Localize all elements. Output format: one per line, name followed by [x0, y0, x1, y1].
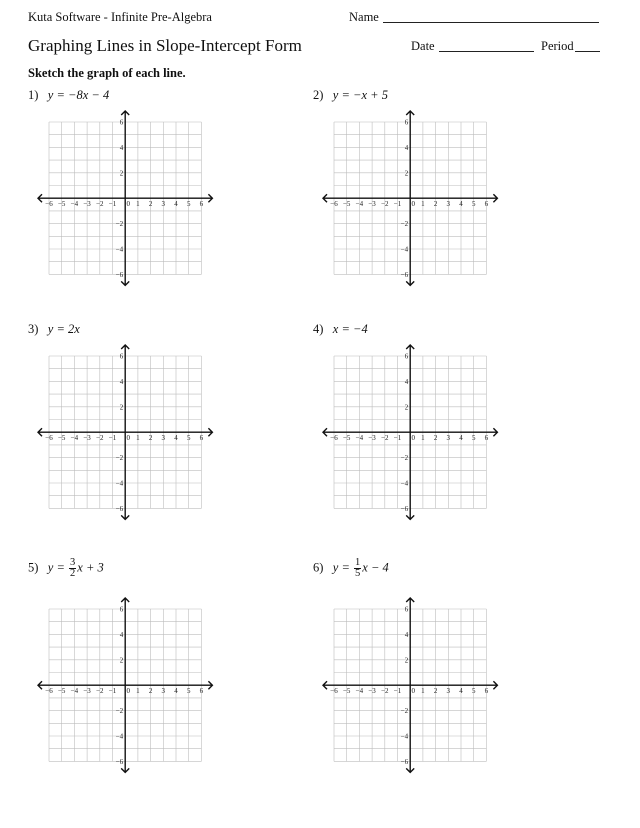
x-tick-label: 4	[174, 433, 178, 442]
y-tick-label: −4	[115, 732, 123, 741]
x-tick-label: −4	[355, 433, 363, 442]
x-tick-label: 5	[186, 199, 191, 208]
x-tick-label: −2	[95, 686, 104, 695]
y-tick-label: 4	[119, 143, 123, 152]
y-tick-label: 2	[404, 403, 408, 412]
x-tick-label: 6	[199, 433, 203, 442]
y-tick-label: −6	[400, 757, 408, 766]
instructions: Sketch the graph of each line.	[28, 66, 186, 80]
equation-prefix: y =	[47, 560, 65, 575]
x-tick-label: −3	[83, 199, 91, 208]
x-tick-label: −4	[355, 686, 363, 695]
x-tick-label: −2	[380, 686, 389, 695]
y-tick-label: −4	[400, 245, 408, 254]
x-tick-label: 5	[471, 433, 476, 442]
y-tick-label: 4	[119, 377, 123, 386]
x-tick-label: 1	[420, 199, 425, 208]
name-label: Name	[349, 10, 379, 24]
x-tick-label: −1	[108, 686, 117, 695]
x-tick-label: 4	[459, 686, 463, 695]
x-tick-label: 3	[446, 199, 450, 208]
y-tick-label: 6	[404, 352, 408, 361]
x-tick-label: 3	[446, 433, 450, 442]
fraction	[354, 558, 361, 579]
x-tick-label: −4	[355, 199, 363, 208]
x-tick-label: −2	[380, 433, 389, 442]
y-tick-label: −2	[400, 453, 408, 462]
x-tick-label: 5	[471, 199, 476, 208]
x-tick-label: −6	[45, 686, 53, 695]
problem-5-label	[28, 558, 104, 579]
problem-number: 1)	[28, 88, 39, 102]
date-field[interactable]	[439, 51, 534, 52]
x-tick-label: 1	[135, 686, 140, 695]
x-tick-label: −1	[108, 199, 117, 208]
software-name: Kuta Software - Infinite Pre-Algebra	[28, 10, 212, 24]
problem-equation: x = −4	[332, 322, 368, 336]
period-label: Period	[541, 39, 574, 53]
fraction-numerator: 3	[70, 557, 76, 568]
x-tick-label: 4	[459, 199, 463, 208]
x-tick-label: −2	[95, 199, 104, 208]
y-tick-label: −4	[115, 479, 123, 488]
x-tick-label: −1	[393, 433, 402, 442]
x-tick-label: 0	[126, 433, 130, 442]
period-field[interactable]	[575, 51, 600, 52]
x-tick-label: 2	[148, 433, 153, 442]
x-tick-label: 0	[126, 686, 130, 695]
y-tick-label: 6	[119, 118, 123, 127]
y-tick-label: −6	[115, 270, 123, 279]
x-tick-label: −3	[368, 433, 376, 442]
x-tick-label: 2	[148, 686, 153, 695]
coordinate-grid-4[interactable]	[319, 341, 501, 523]
x-tick-label: −2	[95, 433, 104, 442]
worksheet-title: Graphing Lines in Slope-Intercept Form	[28, 36, 302, 55]
fraction-denominator: 5	[355, 568, 361, 579]
x-tick-label: 3	[161, 199, 165, 208]
problem-number: 5)	[28, 560, 39, 575]
x-tick-label: 4	[174, 686, 178, 695]
y-tick-label: −4	[400, 732, 408, 741]
y-tick-label: 6	[119, 352, 123, 361]
x-tick-label: 2	[433, 199, 438, 208]
x-tick-label: 3	[446, 686, 450, 695]
x-tick-label: −6	[45, 433, 53, 442]
x-tick-label: 3	[161, 686, 165, 695]
x-tick-label: 6	[199, 199, 203, 208]
x-tick-label: −3	[368, 199, 376, 208]
coordinate-grid-3[interactable]	[34, 341, 216, 523]
problem-equation: y = −x + 5	[332, 88, 388, 102]
problem-equation: y = −8x − 4	[47, 88, 110, 102]
coordinate-grid-2[interactable]	[319, 107, 501, 289]
y-tick-label: −2	[115, 219, 123, 228]
problem-number: 4)	[313, 322, 324, 336]
y-tick-label: −6	[115, 757, 123, 766]
x-tick-label: 6	[484, 686, 488, 695]
y-tick-label: −2	[115, 706, 123, 715]
x-tick-label: −3	[83, 433, 91, 442]
x-tick-label: −5	[57, 199, 66, 208]
x-tick-label: −6	[45, 199, 53, 208]
x-tick-label: 0	[411, 433, 415, 442]
x-tick-label: −5	[57, 686, 66, 695]
fraction-denominator: 2	[70, 568, 76, 579]
x-tick-label: 1	[135, 199, 140, 208]
x-tick-label: 0	[411, 199, 415, 208]
x-tick-label: −5	[342, 199, 351, 208]
fraction-numerator: 1	[355, 557, 361, 568]
x-tick-label: 4	[174, 199, 178, 208]
y-tick-label: −6	[115, 504, 123, 513]
name-field[interactable]	[383, 22, 599, 23]
y-tick-label: 4	[404, 143, 408, 152]
x-tick-label: 6	[484, 199, 488, 208]
problem-6-label	[313, 558, 389, 579]
x-tick-label: 1	[420, 433, 425, 442]
x-tick-label: −5	[342, 433, 351, 442]
x-tick-label: −2	[380, 199, 389, 208]
equation-suffix: x + 3	[77, 560, 104, 575]
x-tick-label: −5	[342, 686, 351, 695]
y-tick-label: −6	[400, 270, 408, 279]
problem-3-label	[28, 322, 80, 337]
x-tick-label: 1	[135, 433, 140, 442]
x-tick-label: −4	[70, 199, 78, 208]
problem-2-label	[313, 88, 388, 103]
x-tick-label: 2	[148, 199, 153, 208]
x-tick-label: −6	[330, 199, 338, 208]
x-tick-label: 0	[126, 199, 130, 208]
y-tick-label: −6	[400, 504, 408, 513]
y-tick-label: 4	[404, 630, 408, 639]
x-tick-label: 1	[420, 686, 425, 695]
y-tick-label: 2	[404, 169, 408, 178]
x-tick-label: 2	[433, 686, 438, 695]
x-tick-label: −1	[393, 199, 402, 208]
equation-suffix: x − 4	[362, 560, 389, 575]
x-tick-label: 6	[199, 686, 203, 695]
y-tick-label: −2	[115, 453, 123, 462]
y-tick-label: −4	[400, 479, 408, 488]
y-tick-label: 4	[119, 630, 123, 639]
x-tick-label: 3	[161, 433, 165, 442]
coordinate-grid-6[interactable]	[319, 594, 501, 776]
x-tick-label: −4	[70, 433, 78, 442]
x-tick-label: −1	[108, 433, 117, 442]
coordinate-grid-1[interactable]	[34, 107, 216, 289]
fraction	[69, 558, 76, 579]
problem-1-label	[28, 88, 109, 103]
y-tick-label: −2	[400, 706, 408, 715]
x-tick-label: 0	[411, 686, 415, 695]
x-tick-label: −4	[70, 686, 78, 695]
x-tick-label: 2	[433, 433, 438, 442]
y-tick-label: 4	[404, 377, 408, 386]
x-tick-label: −6	[330, 433, 338, 442]
x-tick-label: −5	[57, 433, 66, 442]
problem-number: 3)	[28, 322, 39, 336]
x-tick-label: −1	[393, 686, 402, 695]
y-tick-label: 2	[119, 656, 123, 665]
y-tick-label: −2	[400, 219, 408, 228]
coordinate-grid-5[interactable]	[34, 594, 216, 776]
equation-prefix: y =	[332, 560, 350, 575]
y-tick-label: 2	[119, 169, 123, 178]
y-tick-label: 2	[119, 403, 123, 412]
x-tick-label: 5	[471, 686, 476, 695]
y-tick-label: 6	[404, 118, 408, 127]
x-tick-label: 5	[186, 686, 191, 695]
problem-4-label	[313, 322, 368, 337]
date-label: Date	[411, 39, 435, 53]
problem-number: 6)	[313, 560, 324, 575]
x-tick-label: 5	[186, 433, 191, 442]
x-tick-label: −6	[330, 686, 338, 695]
x-tick-label: 4	[459, 433, 463, 442]
y-tick-label: 6	[119, 605, 123, 614]
problem-number: 2)	[313, 88, 324, 102]
y-tick-label: 2	[404, 656, 408, 665]
x-tick-label: 6	[484, 433, 488, 442]
problem-equation: y = 2x	[47, 322, 80, 336]
x-tick-label: −3	[368, 686, 376, 695]
y-tick-label: 6	[404, 605, 408, 614]
x-tick-label: −3	[83, 686, 91, 695]
y-tick-label: −4	[115, 245, 123, 254]
